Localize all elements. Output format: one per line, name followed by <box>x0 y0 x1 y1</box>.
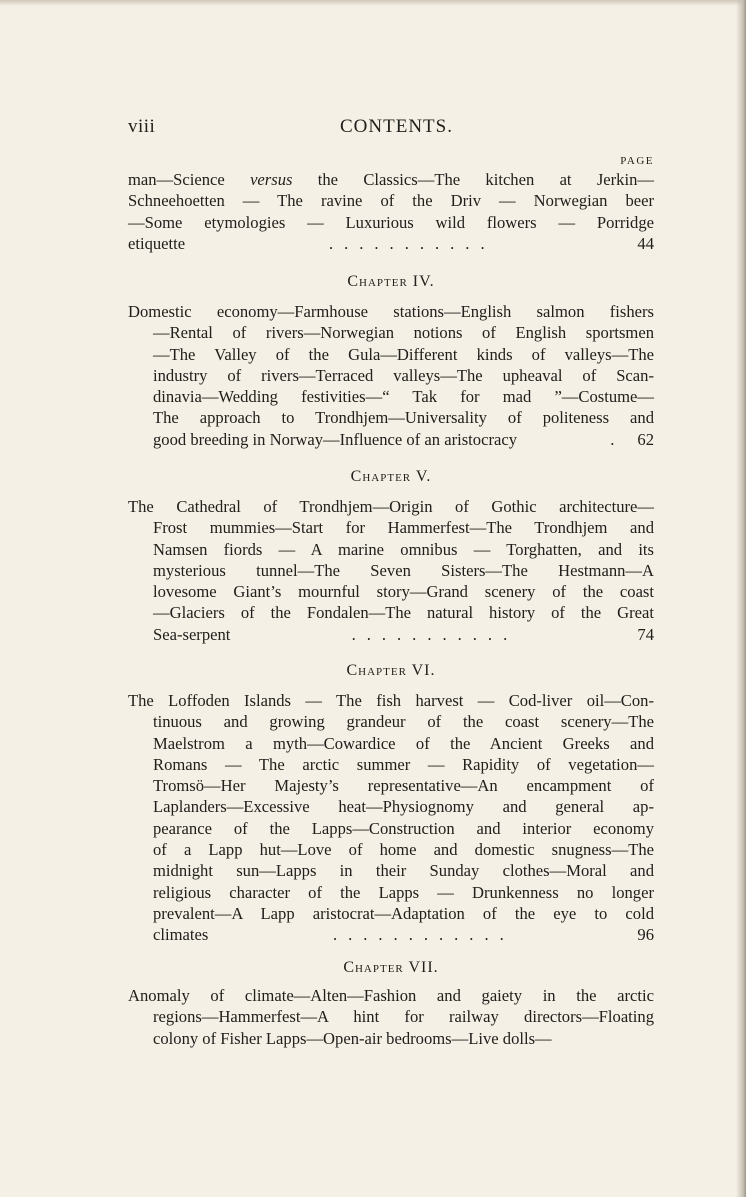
chapter-v-summary <box>128 496 654 645</box>
summary-line: man—Science versus the Classics—The kitchen at Jerkin— <box>128 170 654 189</box>
chapter-heading-vi: Chapter VI. <box>346 662 436 679</box>
dot-leader: ........... <box>351 624 519 644</box>
summary-line: The approach to Trondhjem—Universality of politeness and <box>153 408 654 428</box>
summary-last-line: etiquette ........... 44 <box>128 233 654 253</box>
summary-line: lovesome Giant’s mournful story—Grand scenery of the coast <box>153 582 654 602</box>
summary-line: dinavia—Wedding festivities—“ Tak for mad ”—Costume— <box>153 387 654 407</box>
summary-line: colony of Fisher Lapps—Open-air bedrooms—Live dolls— <box>153 1028 552 1048</box>
summary-last-line: Sea-serpent ........... 74 <box>153 624 654 644</box>
summary-line: —Rental of rivers—Norwegian notions of English sportsmen <box>153 323 654 343</box>
summary-last-line: good breeding in Norway—Influence of an aristocracy . 62 <box>153 429 654 449</box>
summary-line: Domestic economy—Farmhouse stations—English salmon fishers <box>128 302 654 321</box>
summary-line: Romans — The arctic summer — Rapidity of vegetation— <box>153 754 654 774</box>
summary-line: Tromsö—Her Majesty’s representative—An encampment of <box>153 776 654 796</box>
page-number-roman: viii <box>128 116 156 137</box>
summary-line: Anomaly of climate—Alten—Fashion and gaiety in the arctic <box>128 986 654 1005</box>
summary-line: —The Valley of the Gula—Different kinds of valleys—The <box>153 344 654 364</box>
summary-line: of a Lapp hut—Love of home and domestic snugness—The <box>153 840 654 860</box>
summary-line: Frost mummies—Start for Hammerfest—The Trondhjem and <box>153 518 654 538</box>
summary-line: religious character of the Lapps — Drunkenness no longer <box>153 882 654 902</box>
summary-line: Laplanders—Excessive heat—Physiognomy and general ap- <box>153 797 654 817</box>
chapter-vii-summary <box>128 985 654 1049</box>
chapter-heading-vii: Chapter VII. <box>343 959 439 976</box>
page-column-label: PAGE <box>620 155 654 167</box>
summary-line: Schneehoetten — The ravine of the Driv — Norwegian beer <box>128 191 654 211</box>
page-binding-edge <box>736 0 746 1197</box>
summary-line: industry of rivers—Terraced valleys—The upheaval of Scan- <box>153 365 654 385</box>
summary-last-line: climates ............ 96 <box>153 925 654 945</box>
chapter-iv-summary <box>128 301 654 450</box>
page-reference: 74 <box>637 624 654 644</box>
summary-line: The Loffoden Islands — The fish harvest — Cod-liver oil—Con- <box>128 691 654 710</box>
chapter-heading-v: Chapter V. <box>350 468 432 485</box>
summary-line: regions—Hammerfest—A hint for railway directors—Floating <box>153 1007 654 1027</box>
chapter-iii-summary <box>128 169 654 254</box>
running-head <box>128 116 648 142</box>
page-reference: 62 <box>637 429 654 449</box>
page-reference: 44 <box>637 233 654 253</box>
summary-line: Namsen fiords — A marine omnibus — Torghatten, and its <box>153 539 654 559</box>
chapter-vi-summary <box>128 690 654 946</box>
page-top-edge <box>0 0 746 6</box>
dot-leader: . <box>610 429 626 449</box>
summary-line: midnight sun—Lapps in their Sunday clothes—Moral and <box>153 861 654 881</box>
page-title: CONTENTS. <box>340 116 453 137</box>
summary-line: prevalent—A Lapp aristocrat—Adaptation of the eye to cold <box>153 903 654 923</box>
summary-line: pearance of the Lapps—Construction and interior economy <box>153 818 654 838</box>
page-reference: 96 <box>637 925 654 945</box>
dot-leader: ........... <box>328 233 496 253</box>
summary-line: mysterious tunnel—The Seven Sisters—The Hestmann—A <box>153 560 654 580</box>
summary-line: —Some etymologies — Luxurious wild flowers — Porridge <box>128 212 654 232</box>
dot-leader: ............ <box>332 925 515 945</box>
italic-word: versus <box>250 170 293 189</box>
summary-line: —Glaciers of the Fondalen—The natural history of the Great <box>153 603 654 623</box>
summary-line: tinuous and growing grandeur of the coast scenery—The <box>153 712 654 732</box>
summary-line: The Cathedral of Trondhjem—Origin of Gothic architecture— <box>128 497 654 516</box>
summary-line: Maelstrom a myth—Cowardice of the Ancient Greeks and <box>153 733 654 753</box>
chapter-heading-iv: Chapter IV. <box>347 273 435 290</box>
